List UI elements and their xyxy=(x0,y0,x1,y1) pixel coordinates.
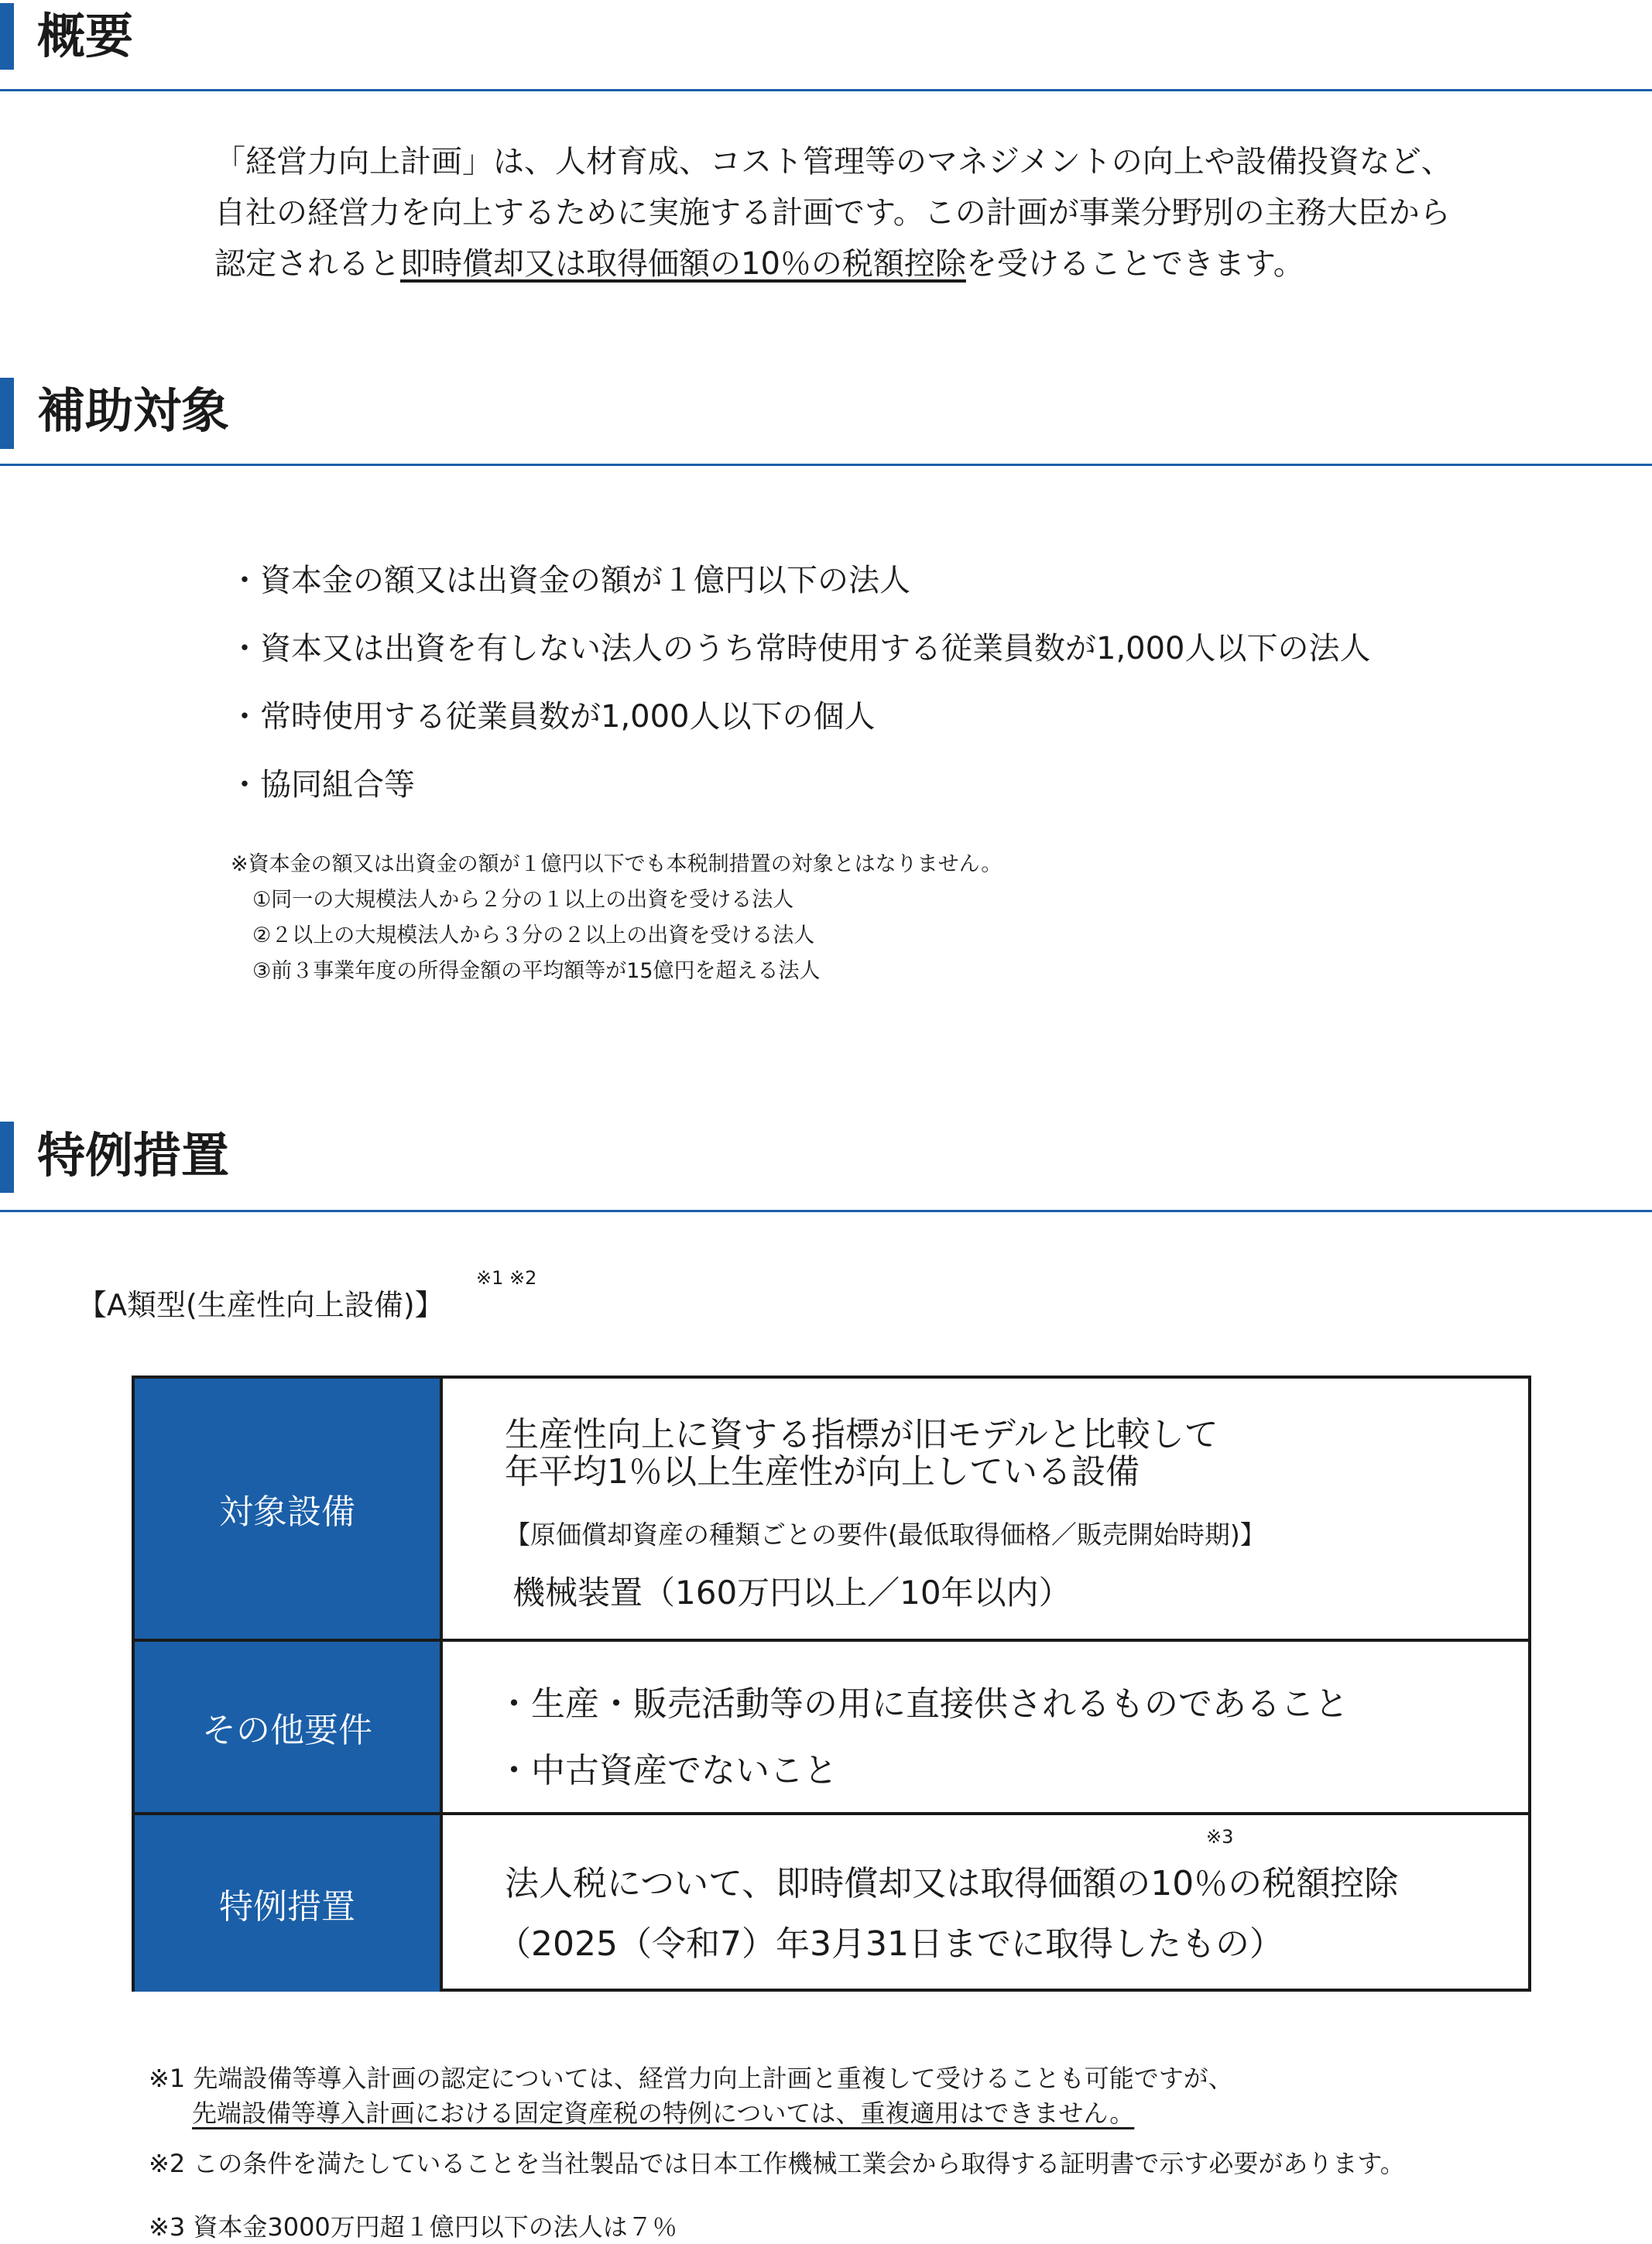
equipment-line-2: 年平均1％以上生産性が向上している設備 xyxy=(505,1452,1140,1492)
row-header-special: 特例措置 xyxy=(135,1815,443,1992)
table-row xyxy=(135,1812,1528,1992)
overview-line-2: 自社の経営力を向上するために実施する計画です。この計画が事業分野別の主務大臣から xyxy=(214,195,1451,231)
row-content-other xyxy=(443,1642,1528,1812)
equipment-machine: 機械装置（160万円以上／10年以内） xyxy=(512,1574,1071,1612)
note-item: ①同一の大規模法人から２分の１以上の出資を受ける法人 xyxy=(252,888,794,912)
type-label: 【A類型(生産性向上設備)】 xyxy=(77,1288,444,1322)
list-item: ・ 協同組合等 xyxy=(229,751,1371,819)
footnote-1-line-2: 先端設備等導入計画における固定資産税の特例については、重複適用はできません。 xyxy=(192,2098,1135,2128)
overview-line-3-pre: 認定されると xyxy=(214,246,400,282)
equipment-line-1: 生産性向上に資する指標が旧モデルと比較して xyxy=(505,1415,1218,1454)
list-item: ・ 常時使用する従業員数が1,000人以下の個人 xyxy=(229,683,1371,751)
note-head: ※資本金の額又は出資金の額が１億円以下でも本税制措置の対象とはなりません。 xyxy=(231,852,1003,876)
row-header-other: その他要件 xyxy=(135,1642,443,1812)
eligible-note xyxy=(231,847,1002,989)
overview-paragraph xyxy=(214,136,1452,289)
overview-line-3-post: を受けることできます。 xyxy=(965,246,1304,282)
table-row xyxy=(135,1379,1528,1639)
overview-line-3 xyxy=(214,238,1452,289)
row-header-equipment: 対象設備 xyxy=(135,1379,443,1639)
type-note: ※1 ※2 xyxy=(476,1267,537,1289)
footnote-1-line-1: ※1 先端設備等導入計画の認定については、経営力向上計画と重複して受けることも可能ですが、 xyxy=(149,2064,1233,2093)
special-table xyxy=(132,1376,1531,1992)
highlight-tax-benefit: 即時償却又は取得価額の10％の税額控除 xyxy=(400,246,966,282)
section-accent-bar xyxy=(0,3,14,70)
section-divider xyxy=(0,89,1652,91)
row-content-equipment xyxy=(443,1379,1528,1639)
special-note-mark: ※3 xyxy=(1206,1826,1234,1848)
special-line-1: 法人税について、即時償却又は取得価額の10％の税額控除 xyxy=(505,1864,1399,1903)
section-divider xyxy=(0,1210,1652,1212)
other-item: ・生産・販売活動等の用に直接供されるものであること xyxy=(497,1684,1349,1724)
list-item: ・ 資本又は出資を有しない法人のうち常時使用する従業員数が1,000人以下の法人 xyxy=(229,615,1371,683)
list-item: ・ 資本金の額又は出資金の額が１億円以下の法人 xyxy=(229,546,1371,615)
equipment-requirement: 【原価償却資産の種類ごとの要件(最低取得価格／販売開始時期)】 xyxy=(505,1519,1266,1550)
overview-line-1: 「経営力向上計画」は、人材育成、コスト管理等のマネジメントの向上や設備投資など、 xyxy=(214,144,1452,180)
special-line-2: （2025（令和7）年3月31日までに取得したもの） xyxy=(497,1924,1284,1964)
row-content-special xyxy=(443,1815,1528,1992)
footnote-3: ※3 資本金3000万円超１億円以下の法人は７％ xyxy=(149,2212,677,2242)
footnote-2: ※2 この条件を満たしていることを当社製品では日本工作機械工業会から取得する証明書で示す必要があります。 xyxy=(149,2149,1405,2178)
section-title-eligible: 補助対象 xyxy=(37,382,230,439)
section-accent-bar xyxy=(0,378,14,449)
eligible-list xyxy=(229,546,1371,819)
other-item: ・中古資産でないこと xyxy=(497,1751,838,1790)
note-item: ③前３事業年度の所得金額の平均額等が15億円を超える法人 xyxy=(252,959,821,983)
section-divider xyxy=(0,464,1652,466)
section-title-special: 特例措置 xyxy=(37,1127,230,1184)
table-row xyxy=(135,1639,1528,1812)
note-item: ②２以上の大規模法人から３分の２以上の出資を受ける法人 xyxy=(252,923,815,947)
section-accent-bar xyxy=(0,1122,14,1193)
section-title-overview: 概要 xyxy=(37,8,134,64)
